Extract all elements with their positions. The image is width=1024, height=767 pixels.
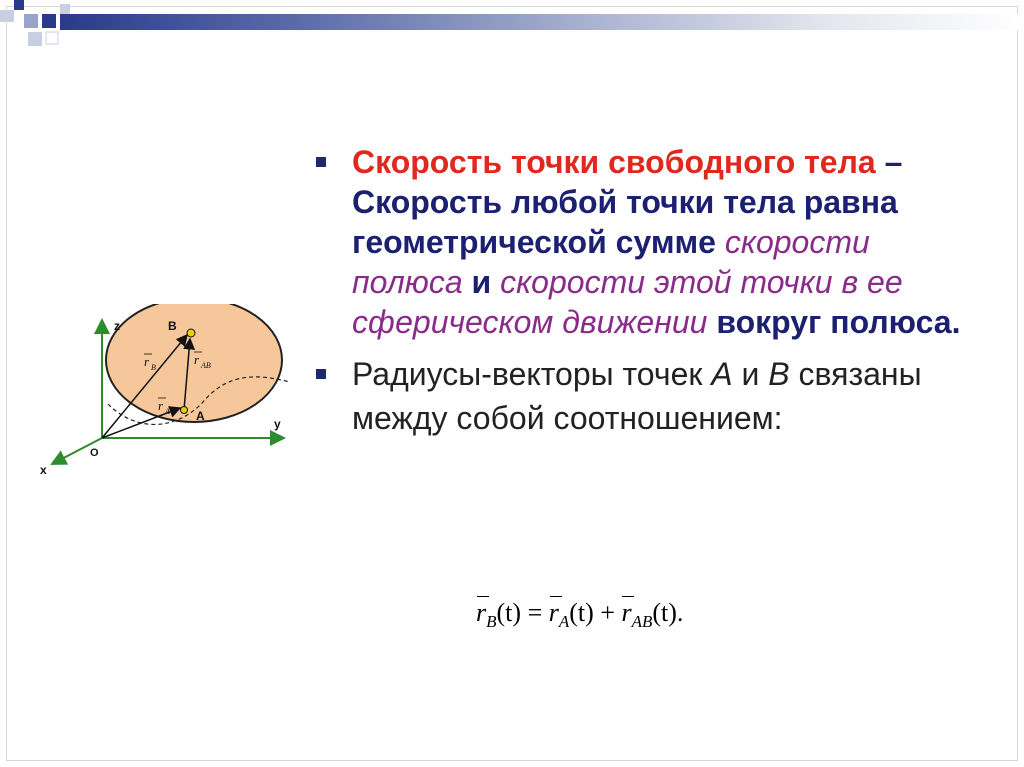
formula-rab: r <box>621 598 632 627</box>
formula-sub-ab: AB <box>631 612 653 632</box>
svg-text:A: A <box>165 407 170 416</box>
definition-text: – Скорость любой точки тела равна геометрической сумме <box>352 144 903 260</box>
term-heading: Скорость точки свободного тела <box>352 144 876 180</box>
corner-squares-decoration <box>0 0 80 56</box>
formula-t3: (t). <box>652 598 684 627</box>
formula-rb: r <box>476 598 487 627</box>
formula-plus: + <box>593 598 622 627</box>
formula-ra: r <box>548 598 559 627</box>
svg-text:r: r <box>144 354 150 369</box>
conjunction-text: и <box>462 264 501 300</box>
svg-text:r: r <box>194 352 200 367</box>
svg-text:r: r <box>158 398 164 413</box>
definition-tail: вокруг полюса. <box>707 304 961 340</box>
svg-text:AB: AB <box>201 361 211 370</box>
point-b <box>187 329 195 337</box>
title-bar-gradient <box>60 14 1024 30</box>
label-o: O <box>90 447 99 459</box>
formula-sub-b: B <box>486 612 497 632</box>
free-body-diagram <box>28 304 308 494</box>
formula-sub-a: A <box>558 612 570 632</box>
label-x: x <box>40 463 47 477</box>
slide-content <box>312 142 972 440</box>
label-a: A <box>196 409 205 423</box>
svg-text:B: B <box>151 363 156 372</box>
bullet-point-radius-vectors <box>312 352 972 440</box>
formula-eq: = <box>521 598 549 627</box>
label-b: B <box>168 319 177 333</box>
label-z: z <box>114 319 120 333</box>
point-b-letter: B <box>768 356 790 392</box>
spherical-motion-term: скорости этой точки в ее сферическом движении <box>352 264 903 340</box>
bullet-point-definition <box>312 142 972 342</box>
pole-velocity-term: скорости полюса <box>352 224 870 300</box>
bullet-square-icon <box>316 157 326 167</box>
bullet-square-icon <box>316 369 326 379</box>
formula-t2: (t) <box>569 598 594 627</box>
point-a-letter: A <box>711 356 733 392</box>
relation-text: связаны между собой соотношением: <box>352 356 922 436</box>
point-a <box>181 407 188 414</box>
radius-vector-formula <box>476 598 683 632</box>
radius-vectors-text: Радиусы-векторы точек <box>352 356 712 392</box>
label-y: y <box>274 417 281 431</box>
formula-t1: (t) <box>496 598 522 627</box>
and-text: и <box>732 356 769 392</box>
